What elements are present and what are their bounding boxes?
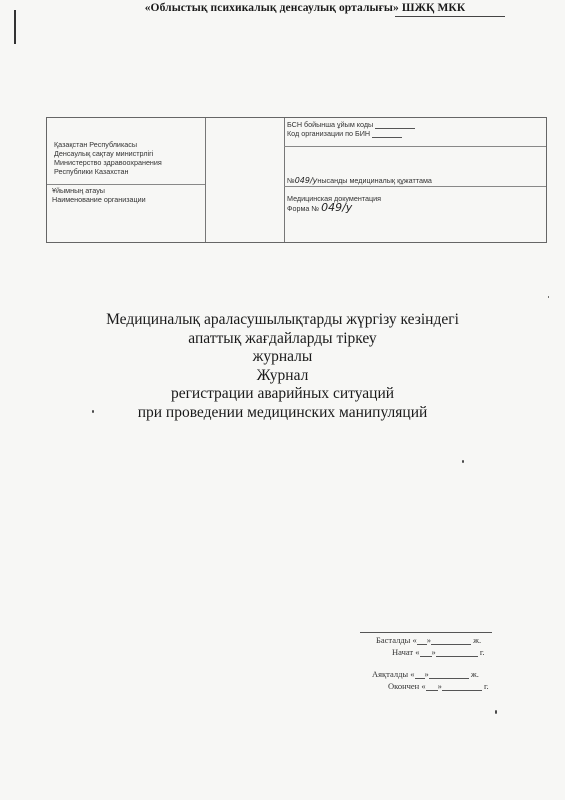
form-kz-cell	[287, 176, 537, 185]
ended-kz-row	[372, 669, 479, 679]
ministry-line: Министерство здравоохранения	[54, 158, 162, 167]
month-field	[431, 644, 471, 645]
ministry-line: Қазақстан Республикасы	[54, 140, 138, 149]
title-line: регистрации аварийных ситуаций	[170, 385, 395, 402]
table-divider	[284, 118, 285, 242]
form-header-table	[46, 117, 547, 243]
bsn-label: БСН бойынша ұйым коды	[287, 120, 374, 129]
scan-speck	[462, 460, 464, 463]
day-field	[417, 644, 427, 645]
bin-field	[372, 137, 402, 138]
org-name-label-kz: Ұйымның атауы	[52, 186, 105, 195]
scan-speck	[548, 296, 549, 298]
form-ru-number: 049/у	[321, 201, 353, 214]
started-kz-row	[376, 635, 481, 645]
journal-title	[40, 311, 525, 422]
day-field	[426, 690, 438, 691]
ended-ru-row	[388, 681, 489, 691]
title-line: Журнал	[256, 366, 309, 384]
table-divider	[47, 184, 205, 185]
form-kz-suffix: нысанды медициналық құжаттама	[317, 176, 432, 185]
organization-code-cell	[287, 120, 537, 138]
form-ru-cell	[287, 194, 537, 213]
quote: »	[424, 669, 429, 679]
scan-speck	[495, 710, 497, 714]
scan-speck	[92, 410, 94, 413]
quote: »	[431, 647, 436, 657]
bin-label: Код организации по БИН	[287, 129, 371, 138]
form-ru-prefix: Форма №	[287, 204, 320, 213]
quote: »	[437, 681, 442, 691]
day-field	[420, 656, 432, 657]
form-ru-number-row	[287, 203, 537, 213]
org-name-label-ru: Наименование организации	[52, 195, 146, 204]
year-suffix: г.	[479, 647, 485, 657]
organization-name-cell	[52, 186, 202, 204]
quote: «	[412, 635, 417, 645]
table-divider	[284, 146, 546, 147]
form-kz-number: 049/у	[294, 176, 318, 185]
organization-name: «Облыстық психикалық денсаулық орталығы» ШЖҚ МКК	[144, 2, 466, 14]
title-line: при проведении медицинских манипуляций	[137, 403, 428, 421]
year-suffix: г.	[483, 681, 489, 691]
organization-header	[90, 2, 520, 14]
year-suffix: ж.	[473, 635, 482, 645]
table-divider	[205, 118, 206, 242]
bsn-row	[287, 120, 537, 129]
quote: «	[410, 669, 415, 679]
started-kz-label: Басталды	[376, 635, 411, 645]
scan-artifact-line	[14, 10, 16, 44]
quote: «	[415, 647, 420, 657]
bin-row	[287, 129, 537, 138]
title-line: Медициналық араласушылықтарды жүргізу кезіндегі	[106, 311, 459, 328]
form-kz-prefix: №	[287, 176, 295, 185]
year-suffix: ж.	[470, 669, 479, 679]
quote: »	[426, 635, 431, 645]
title-line: апаттық жағдайларды тіркеу	[188, 329, 377, 347]
table-divider	[284, 186, 546, 187]
title-line: журналы	[252, 348, 313, 365]
dates-top-rule	[360, 632, 492, 633]
ministry-line: Денсаулық сақтау министрлігі	[54, 149, 154, 158]
started-ru-row	[392, 647, 485, 657]
ended-ru-label: Окончен	[388, 681, 420, 691]
month-field	[442, 690, 482, 691]
started-ru-label: Начат	[392, 647, 414, 657]
header-underline	[395, 16, 505, 17]
ministry-line: Республики Казахстан	[54, 167, 129, 176]
ended-kz-label: Аяқталды	[372, 669, 409, 679]
quote: «	[421, 681, 426, 691]
month-field	[436, 656, 478, 657]
day-field	[415, 678, 425, 679]
ministry-cell	[54, 140, 202, 176]
form-ru-label: Медицинская документация	[287, 194, 382, 203]
month-field	[429, 678, 469, 679]
